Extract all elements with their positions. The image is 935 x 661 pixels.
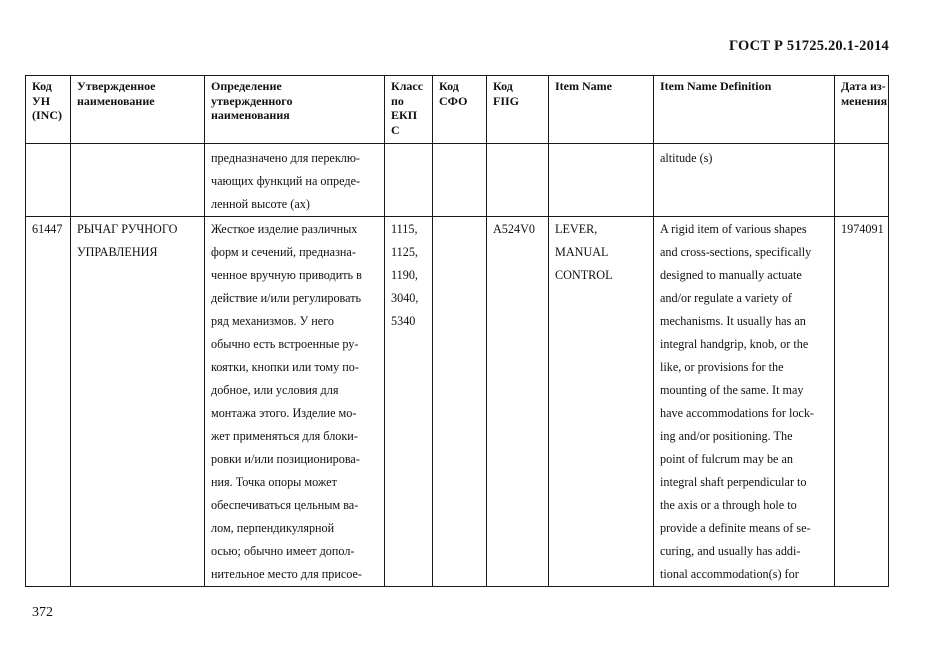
- cell-fiig: [487, 144, 549, 217]
- header-item-name-definition: [654, 76, 835, 144]
- text-line: ленной высоте (ах): [211, 197, 310, 211]
- text-line: осью; обычно имеет допол-: [211, 544, 355, 558]
- text-line: mounting of the same. It may: [660, 383, 804, 397]
- header-sfo-code: [433, 76, 487, 144]
- header-fiig-code: [487, 76, 549, 144]
- text-line: нительное место для присое-: [211, 567, 362, 581]
- text-line: Определение: [211, 79, 282, 93]
- text-line: 1125,: [391, 245, 418, 259]
- header-inc: [26, 76, 71, 144]
- text-line: добное, или условия для: [211, 383, 339, 397]
- text-line: ing and/or positioning. The: [660, 429, 793, 443]
- text-line: УПРАВЛЕНИЯ: [77, 245, 158, 259]
- cell-date: 1974091: [835, 217, 889, 587]
- cell-sfo: [433, 144, 487, 217]
- text-line: РЫЧАГ РУЧНОГО: [77, 222, 178, 236]
- text-line: altitude (s): [660, 151, 713, 165]
- text-line: tional accommodation(s) for: [660, 567, 799, 581]
- text-line: FIIG: [493, 93, 520, 108]
- text-line: действие и/или регулировать: [211, 291, 362, 305]
- text-line: обеспечиваться цельным ва-: [211, 498, 359, 512]
- table-header-row: [26, 76, 889, 144]
- text-line: like, or provisions for the: [660, 360, 784, 374]
- text-line: монтажа этого. Изделие мо-: [211, 406, 357, 420]
- text-line: have accommodations for lock-: [660, 406, 814, 420]
- text-line: форм и сечений, предназна-: [211, 245, 356, 259]
- cell-fiig: A524V0: [487, 217, 549, 587]
- table-row: [26, 217, 889, 587]
- header-change-date: [835, 76, 889, 144]
- text-line: Item Name: [555, 79, 612, 93]
- cell-item-name: [549, 144, 654, 217]
- text-line: обычно есть встроенные ру-: [211, 337, 359, 351]
- text-line: A rigid item of various shapes: [660, 222, 807, 236]
- text-line: 1190,: [391, 268, 418, 282]
- text-line: Класс: [391, 79, 424, 93]
- text-line: жет применяться для блоки-: [211, 429, 358, 443]
- text-line: коятки, кнопки или тому по-: [211, 360, 359, 374]
- header-approved-name: [71, 76, 205, 144]
- catalog-table: [25, 75, 889, 587]
- text-line: С: [391, 122, 400, 137]
- text-line: наименование: [77, 93, 155, 108]
- text-line: Жесткое изделие различных: [211, 222, 358, 236]
- text-line: LEVER,: [555, 222, 598, 236]
- cell-inc: [26, 144, 71, 217]
- text-line: ряд механизмов. У него: [211, 314, 334, 328]
- text-line: ния. Точка опоры может: [211, 475, 337, 489]
- text-line: (INC): [32, 108, 62, 122]
- text-line: утвержденного: [211, 93, 293, 108]
- text-line: ченное вручную приводить в: [211, 268, 362, 282]
- text-line: curing, and usually has addi-: [660, 544, 801, 558]
- cell-inc: 61447: [26, 217, 71, 587]
- text-line: Утвержденное: [77, 79, 156, 93]
- header-name-definition: [205, 76, 385, 144]
- text-line: лом, перпендикулярной: [211, 521, 335, 535]
- cell-sfo: [433, 217, 487, 587]
- text-line: CONTROL: [555, 268, 613, 282]
- text-line: ЕКП: [391, 108, 418, 122]
- text-line: integral shaft perpendicular to: [660, 475, 807, 489]
- cell-class: [385, 217, 433, 587]
- text-line: Код: [493, 79, 513, 93]
- page-number: 372: [32, 605, 53, 620]
- cell-item-definition: [654, 144, 835, 217]
- text-line: ровки и/или позиционирова-: [211, 452, 360, 466]
- text-line: менения: [841, 93, 888, 108]
- text-line: and/or regulate a variety of: [660, 291, 792, 305]
- text-line: MANUAL: [555, 245, 609, 259]
- text-line: 5340: [391, 314, 416, 328]
- cell-approved-name: [71, 144, 205, 217]
- table-row: [26, 144, 889, 217]
- text-line: по: [391, 93, 404, 108]
- header-class: [385, 76, 433, 144]
- document-standard-number: ГОСТ Р 51725.20.1-2014: [728, 38, 889, 54]
- text-line: наименования: [211, 108, 290, 122]
- text-line: point of fulcrum may be an: [660, 452, 794, 466]
- cell-definition: [205, 144, 385, 217]
- text-line: integral handgrip, knob, or the: [660, 337, 809, 351]
- cell-item-definition: [654, 217, 835, 587]
- text-line: and cross-sections, specifically: [660, 245, 812, 259]
- text-line: 1115,: [391, 222, 418, 236]
- cell-definition: [205, 217, 385, 587]
- header-item-name: [549, 76, 654, 144]
- cell-date: [835, 144, 889, 217]
- text-line: чающих функций на опреде-: [211, 174, 361, 188]
- text-line: Код: [439, 79, 459, 93]
- text-line: provide a definite means of se-: [660, 521, 811, 535]
- text-line: Дата из-: [841, 79, 886, 93]
- cell-class: [385, 144, 433, 217]
- cell-item-name: [549, 217, 654, 587]
- text-line: СФО: [439, 93, 468, 108]
- cell-approved-name: [71, 217, 205, 587]
- text-line: Item Name Definition: [660, 79, 772, 93]
- text-line: предназначено для переклю-: [211, 151, 360, 165]
- text-line: УН: [32, 93, 51, 108]
- text-line: the axis or a through hole to: [660, 498, 797, 512]
- text-line: mechanisms. It usually has an: [660, 314, 806, 328]
- text-line: 3040,: [391, 291, 419, 305]
- text-line: designed to manually actuate: [660, 268, 802, 282]
- text-line: Код: [32, 79, 52, 93]
